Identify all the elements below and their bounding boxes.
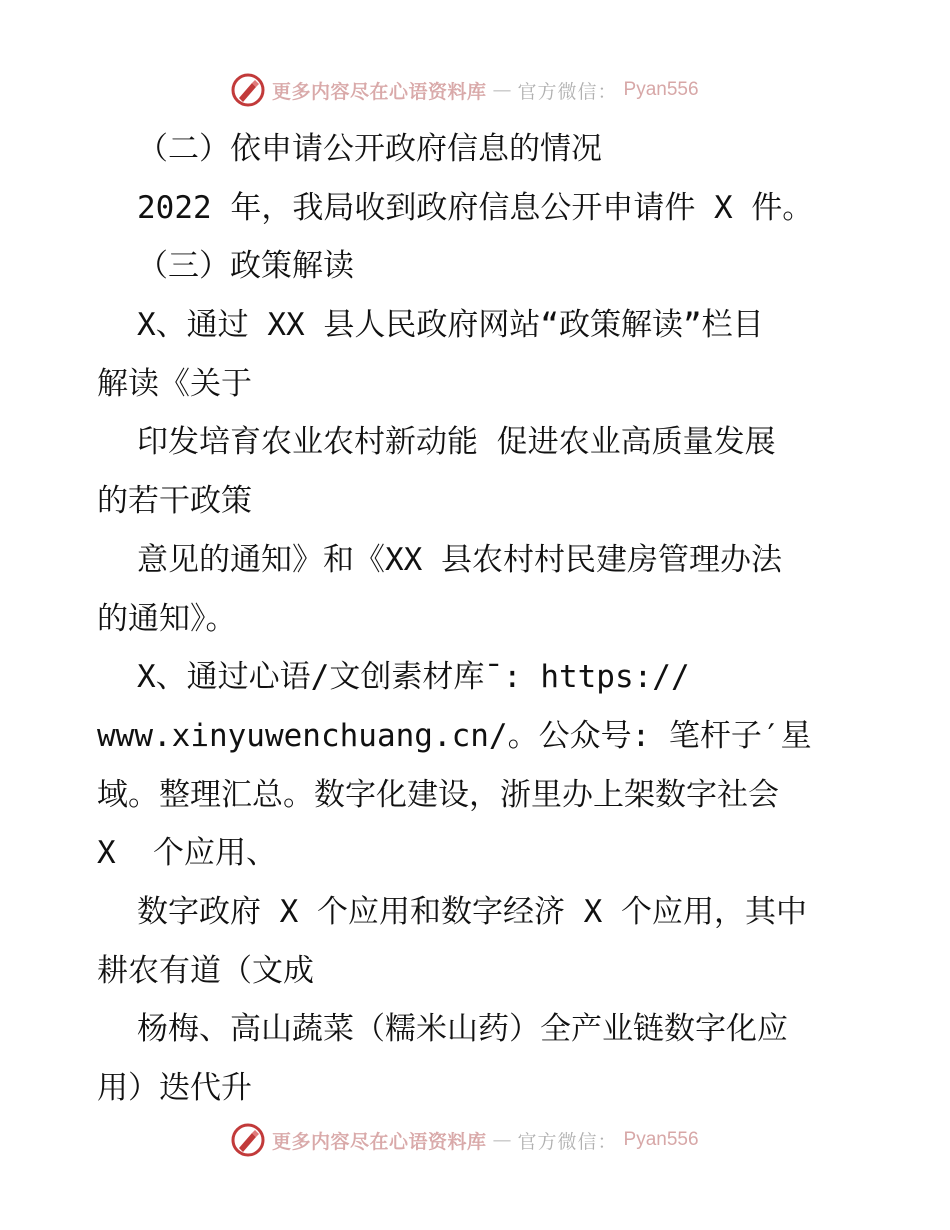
body-line: 的若干政策 <box>97 483 252 520</box>
watermark-brand: 更多内容尽在心语资料库 <box>272 1130 487 1153</box>
watermark-wechat-label: 官方微信： <box>517 1130 618 1153</box>
watermark-wechat-id: Pyan556 <box>623 1129 699 1150</box>
body-line: X、通过 XX 县人民政府网站“政策解读”栏目 <box>137 307 764 344</box>
pen-logo-icon <box>230 1122 266 1158</box>
document-body <box>97 120 857 1118</box>
body-line: 耕农有道（文成 <box>97 952 314 989</box>
body-line: X 个应用、 <box>97 835 277 872</box>
body-line: 印发培育农业农村新动能 促进农业高质量发展 <box>137 424 776 461</box>
body-line: 解读《关于 <box>97 365 252 402</box>
watermark-wechat-label: 官方微信： <box>517 80 618 103</box>
header-watermark <box>230 68 699 112</box>
body-line: 杨梅、高山蔬菜（糯米山药）全产业链数字化应 <box>137 1011 788 1048</box>
body-line: 意见的通知》和《XX 县农村村民建房管理办法 <box>137 541 782 578</box>
body-line: 数字政府 X 个应用和数字经济 X 个应用，其中 <box>137 893 807 930</box>
body-line: 域。整理汇总。数字化建设，浙里办上架数字社会 <box>97 776 779 813</box>
watermark-wechat-id: Pyan556 <box>623 79 699 100</box>
pen-logo-icon <box>230 72 266 108</box>
body-line: www.xinyuwenchuang.cn/。公众号: 笔杆子′星 <box>97 717 812 754</box>
body-line: （三）政策解读 <box>137 248 354 285</box>
watermark-separator: — <box>492 1129 512 1151</box>
body-line: 用）迭代升 <box>97 1070 252 1106</box>
footer-watermark <box>230 1118 699 1162</box>
body-line: 的通知》。 <box>97 600 237 637</box>
watermark-separator: — <box>492 79 512 101</box>
watermark-brand: 更多内容尽在心语资料库 <box>272 80 487 103</box>
body-line: （二）依申请公开政府信息的情况 <box>137 131 602 167</box>
body-line: X、通过心语/文创素材库¯: https:// <box>137 659 690 696</box>
body-line: 2022 年，我局收到政府信息公开申请件 X 件。 <box>137 189 814 226</box>
